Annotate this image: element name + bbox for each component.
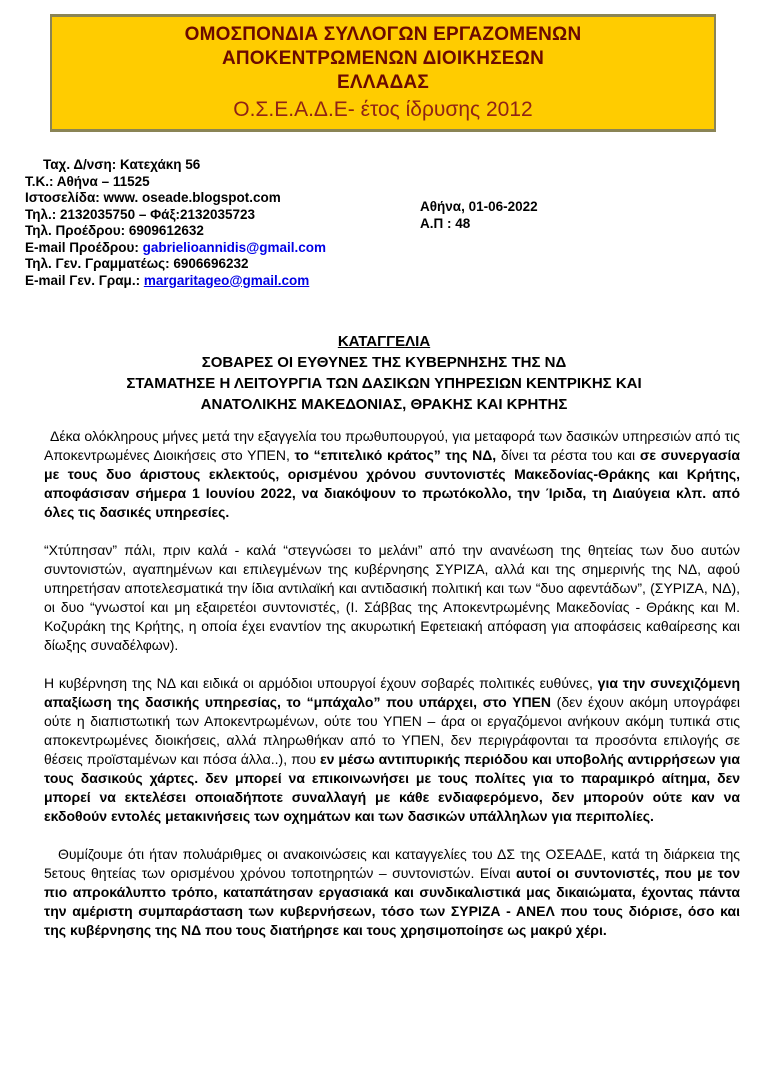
org-name-line: ΑΠΟΚΕΝΤΡΩΜΕΝΩΝ ΔΙΟΙΚΗΣΕΩΝ [221, 48, 545, 69]
bold-text-segment: για την συνεχιζόμενη απαξίωση της δασικής υπηρεσίας, το “μπάχαλο” που υπάρχει, στο ΥΠΕΝ [44, 675, 740, 710]
letterhead-info [0, 157, 768, 289]
president-email-link[interactable]: gabrielioannidis@gmail.com [142, 239, 327, 255]
document-body [44, 427, 740, 940]
bold-text-segment: το “επιτελικό κράτος” της ΝΔ, [294, 447, 497, 463]
org-name-line: ΟΜΟΣΠΟΝΔΙΑ ΣΥΛΛΟΓΩΝ ΕΡΓΑΖΟΜΕΝΩΝ [184, 24, 582, 45]
org-name-block [56, 23, 710, 95]
paragraph-4 [44, 845, 740, 940]
bold-text-segment: εν μέσω αντιπυρικής περιόδου και υποβολής αντιρρήσεων για τους δασικούς χάρτες. δεν μπορεί να επικοινωνήσει με τους πολίτες για το παραμικρό αίτημα, δεν μπορεί να εκτελέσει οποιαδήποτε συναλλαγή με κάθε ενδιαφερόμενο, δεν μπορούν ούτε καν να εκδοθούν εντολές μετακινήσεις των οχημάτων και των δασικών υπάλληλων για περιπολίες. [44, 751, 740, 824]
contact-label: E-mail Γεν. Γραμ.: [25, 272, 144, 288]
meta-block [420, 198, 538, 232]
bold-text-segment: σε συνεργασία με τους δυο άριστους εκλεκτούς, ορισμένου χρόνου συντονιστές Μακεδονίας-Θράκης και Κρήτης, αποφάσισαν σήμερα 1 Ιουνίου 2022, να διακόψουν το πρωτόκολλο, την Ίριδα, τη Διαύγεια κλπ. από όλες τις δασικές υπηρεσίες. [44, 447, 740, 520]
contact-line [25, 273, 768, 290]
document-subtitle-block [0, 352, 768, 415]
contact-line [25, 240, 768, 257]
contact-line: Τηλ. Προέδρου: 6909612632 [25, 223, 204, 238]
contact-line: Τηλ.: 2132035750 – Φάξ:2132035723 [25, 206, 256, 222]
secretary-email-link[interactable]: margaritageo@gmail.com [143, 272, 310, 288]
letterhead-banner [50, 14, 716, 132]
contact-line: Τηλ. Γεν. Γραμματέως: 6906696232 [25, 256, 249, 271]
contact-line: Τ.Κ.: Αθήνα – 11525 [25, 173, 150, 189]
document-subtitle-line: ΣΟΒΑΡΕΣ ΟΙ ΕΥΘΥΝΕΣ ΤΗΣ ΚΥΒΕΡΝΗΣΗΣ ΤΗΣ ΝΔ [201, 354, 567, 371]
paragraph-1 [44, 427, 740, 522]
document-page [0, 14, 768, 1085]
contact-block [25, 157, 768, 289]
document-subtitle-line: ΣΤΑΜΑΤΗΣΕ Η ΛΕΙΤΟΥΡΓΙΑ ΤΩΝ ΔΑΣΙΚΩΝ ΥΠΗΡΕΣΙΩΝ ΚΕΝΤΡΙΚΗΣ ΚΑΙ [126, 375, 642, 392]
document-title: ΚΑΤΑΓΓΕΛΙΑ [337, 333, 431, 350]
text-segment: “Χτύπησαν” πάλι, πριν καλά - καλά “στεγνώσει το μελάνι” από την ανανέωση της θητείας των δυο αυτών συντονιστών, αγαπημένων και επιλεγμένων της κυβέρνησης ΣΥΡΙΖΑ, αλλά και της σημερινής της ΝΔ, αφού υπηρετήσαν αποτελεσματικά την ίδια αντιλαϊκή και αντιδασική πολιτική και των “δυο αφεντάδων”, (ΣΥΡΙΖΑ, ΝΔ), οι δυο “γνωστοί και μη εξαιρετέοι συντονιστές, (Ι. Σάββας της Αποκεντρωμένης Μακεδονίας - Θράκης και Μ. Κοζυράκη της Κρήτης, η οποία έχει εναντίον της ακυρωτική Εφετειακή απόφαση για αποφάσεις καθαίρεσης και δίωξης συναδέλφων). [44, 542, 740, 653]
date-line: Αθήνα, 01-06-2022 [420, 199, 538, 214]
org-acronym-line: Ο.Σ.Ε.Α.Δ.Ε- έτος ίδρυσης 2012 [233, 98, 533, 121]
text-segment: Θυμίζουμε ότι ήταν πολυάριθμες οι ανακοινώσεις και καταγγελίες του ΔΣ της ΟΣΕΑΔΕ, κατά τη διάρκεια της 5ετους θητείας των ορισμένου χρόνου τοποτηρητών – συντονιστών. Είναι [44, 846, 740, 881]
paragraph-2 [44, 541, 740, 655]
text-segment: δίνει τα ρέστα του και [496, 447, 640, 463]
bold-text-segment: αυτοί οι συντονιστές, που με τον πιο απροκάλυπτο τρόπο, καταπάτησαν εργασιακά και συνδικαλιστικά μας δικαιώματα, έχοντας πάντα την αμέριστη συμπαράσταση των κυβερνήσεων, τόσο των ΣΥΡΙΖΑ - ΑΝΕΛ που τους διόρισε, όσο και της κυβέρνησης της ΝΔ που τους διατήρησε και τους χρησιμοποίησε ως μακρύ χέρι. [44, 865, 740, 938]
contact-line: Ιστοσελίδα: www. oseade.blogspot.com [25, 190, 281, 205]
document-subtitle-line: ΑΝΑΤΟΛΙΚΗΣ ΜΑΚΕΔΟΝΙΑΣ, ΘΡΑΚΗΣ ΚΑΙ ΚΡΗΤΗΣ [200, 396, 568, 413]
text-segment: (δεν έχουν ακόμη υπογράφει ούτε η διαπιστωτική των Αποκεντρωμένων, ούτε του ΥΠΕΝ – άρα οι εργαζόμενοι ανήκουν ακόμη τυπικά στις αποκεντρωμένες διοικήσεις, αλλά πληρωθήκαν από το ΥΠΕΝ, δεν περιγράφονται τα προσόντα επιλογής σε θέσεις προϊσταμένων και πόσα άλλα..), που [44, 694, 740, 767]
contact-line: Ταχ. Δ/νση: Κατεχάκη 56 [43, 157, 201, 172]
title-block [0, 331, 768, 415]
org-name-line: ΕΛΛΑΔΑΣ [337, 72, 429, 93]
paragraph-3 [44, 674, 740, 826]
protocol-number-line: Α.Π : 48 [420, 216, 471, 231]
text-segment: Δέκα ολόκληρους μήνες μετά την εξαγγελία του πρωθυπουργού, για μεταφορά των δασικών υπηρεσιών από τις Αποκεντρωμένες Διοικήσεις στο ΥΠΕΝ, [44, 428, 740, 463]
text-segment: Η κυβέρνηση της ΝΔ και ειδικά οι αρμόδιοι υπουργοί έχουν σοβαρές πολιτικές ευθύνες, [44, 675, 598, 691]
contact-label: E-mail Προέδρου: [25, 239, 143, 255]
